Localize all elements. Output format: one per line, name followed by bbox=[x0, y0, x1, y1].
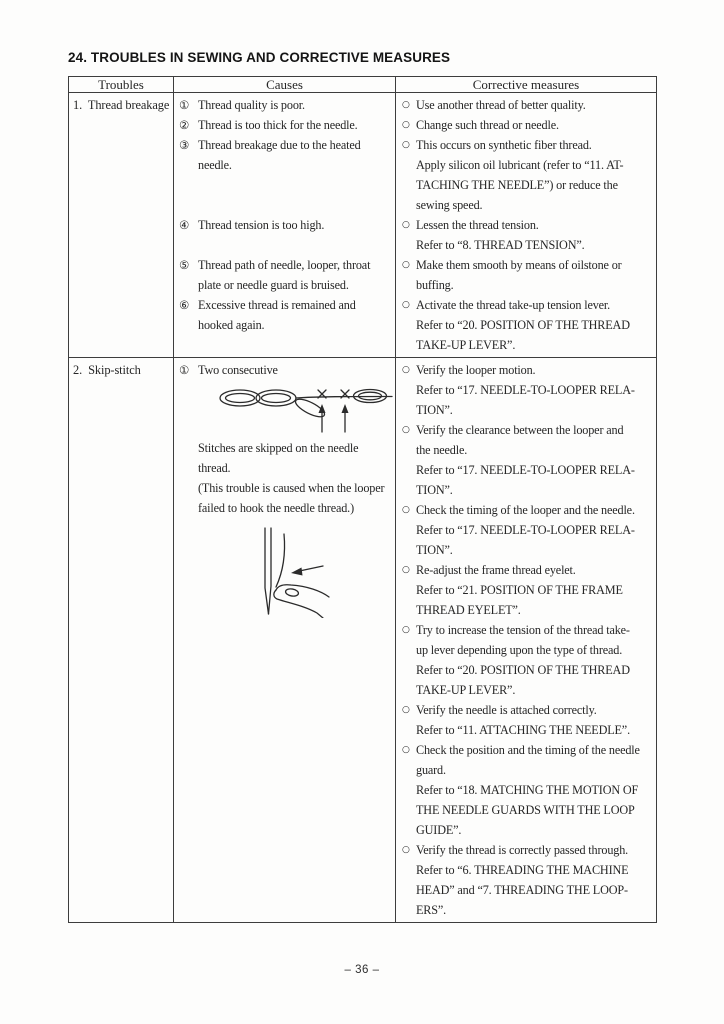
text-line bbox=[401, 295, 656, 315]
line-text: Thread path of needle, looper, throat bbox=[198, 258, 371, 272]
bullet-marker: ○ bbox=[402, 425, 410, 435]
line-text: GUIDE”. bbox=[416, 823, 462, 837]
line-text: Refer to “20. POSITION OF THE THREAD bbox=[416, 318, 630, 332]
circled-number-marker: ① bbox=[179, 363, 190, 377]
text-line bbox=[401, 880, 656, 900]
column-header-corrective-measures: Corrective measures bbox=[396, 77, 657, 93]
column-header-causes: Causes bbox=[174, 77, 396, 93]
text-line bbox=[401, 175, 656, 195]
line-text: up lever depending upon the type of thread. bbox=[416, 643, 623, 657]
line-text: hooked again. bbox=[198, 318, 265, 332]
circled-number-marker: ③ bbox=[179, 138, 190, 152]
line-text: Lessen the thread tension. bbox=[416, 218, 539, 232]
line-text bbox=[198, 238, 201, 252]
bullet-marker: ○ bbox=[402, 120, 410, 130]
line-text: TION”. bbox=[416, 543, 453, 557]
causes-list bbox=[179, 360, 395, 380]
circled-number-marker: ① bbox=[179, 98, 190, 112]
line-text: the needle. bbox=[416, 443, 468, 457]
line-text: Refer to “18. MATCHING THE MOTION OF bbox=[416, 783, 639, 797]
text-line bbox=[401, 360, 656, 380]
text-line bbox=[401, 660, 656, 680]
line-text: This occurs on synthetic fiber thread. bbox=[416, 138, 592, 152]
causes-caption bbox=[179, 438, 395, 518]
text-line bbox=[179, 235, 395, 255]
text-line bbox=[401, 580, 656, 600]
text-line bbox=[401, 440, 656, 460]
line-text: Change such thread or needle. bbox=[416, 118, 559, 132]
circled-number-marker: ⑤ bbox=[179, 258, 190, 272]
text-line bbox=[401, 460, 656, 480]
text-line bbox=[179, 215, 395, 235]
line-text: failed to hook the needle thread.) bbox=[198, 501, 354, 515]
text-line bbox=[401, 315, 656, 335]
line-text: TION”. bbox=[416, 403, 453, 417]
line-text: Verify the clearance between the looper and bbox=[416, 423, 624, 437]
text-line bbox=[401, 800, 656, 820]
trouble-label: 1. Thread breakage bbox=[73, 98, 170, 112]
text-line bbox=[401, 760, 656, 780]
line-text: Try to increase the tension of the thread take- bbox=[416, 623, 630, 637]
troubles-cell bbox=[69, 358, 174, 923]
bullet-marker: ○ bbox=[402, 100, 410, 110]
text-line bbox=[179, 275, 395, 295]
page-number: – 36 – bbox=[344, 964, 380, 976]
text-line bbox=[179, 155, 395, 175]
bullet-marker: ○ bbox=[402, 625, 410, 635]
text-line bbox=[401, 335, 656, 355]
line-text: Refer to “20. POSITION OF THE THREAD bbox=[416, 663, 630, 677]
skipped-stitches-diagram-icon bbox=[217, 384, 393, 436]
bullet-marker: ○ bbox=[402, 745, 410, 755]
bullet-marker: ○ bbox=[402, 260, 410, 270]
line-text: TACHING THE NEEDLE”) or reduce the bbox=[416, 178, 618, 192]
line-text: Thread tension is too high. bbox=[198, 218, 325, 232]
text-line bbox=[179, 360, 395, 380]
line-text: TION”. bbox=[416, 483, 453, 497]
text-line bbox=[401, 840, 656, 860]
text-line bbox=[401, 520, 656, 540]
line-text bbox=[198, 178, 201, 192]
measures-cell bbox=[396, 93, 657, 358]
column-header-troubles: Troubles bbox=[69, 77, 174, 93]
text-line bbox=[401, 720, 656, 740]
line-text: Refer to “17. NEEDLE-TO-LOOPER RELA- bbox=[416, 463, 635, 477]
text-line bbox=[401, 640, 656, 660]
text-line bbox=[401, 780, 656, 800]
line-text: Verify the needle is attached correctly. bbox=[416, 703, 597, 717]
text-line bbox=[179, 195, 395, 215]
text-line bbox=[401, 255, 656, 275]
line-text: Excessive thread is remained and bbox=[198, 298, 356, 312]
bullet-marker: ○ bbox=[402, 300, 410, 310]
text-line bbox=[401, 420, 656, 440]
text-line bbox=[179, 295, 395, 315]
text-line bbox=[401, 700, 656, 720]
text-line bbox=[179, 95, 395, 115]
line-text: Refer to “11. ATTACHING THE NEEDLE”. bbox=[416, 723, 630, 737]
text-line bbox=[401, 740, 656, 760]
line-text bbox=[198, 338, 201, 352]
text-line bbox=[179, 498, 395, 518]
text-line bbox=[401, 900, 656, 920]
line-text: TAKE-UP LEVER”. bbox=[416, 338, 516, 352]
text-line bbox=[179, 115, 395, 135]
text-line bbox=[179, 438, 395, 458]
line-text: ERS”. bbox=[416, 903, 447, 917]
text-line bbox=[401, 235, 656, 255]
bullet-marker: ○ bbox=[402, 220, 410, 230]
measures-cell bbox=[396, 358, 657, 923]
bullet-marker: ○ bbox=[402, 845, 410, 855]
text-line bbox=[401, 275, 656, 295]
text-line bbox=[401, 135, 656, 155]
causes-cell bbox=[174, 358, 396, 923]
line-text: thread. bbox=[198, 461, 231, 475]
bullet-marker: ○ bbox=[402, 365, 410, 375]
bullet-marker: ○ bbox=[402, 505, 410, 515]
text-line bbox=[401, 400, 656, 420]
text-line bbox=[401, 195, 656, 215]
line-text: Thread quality is poor. bbox=[198, 98, 305, 112]
line-text: THREAD EYELET”. bbox=[416, 603, 521, 617]
line-text: Two consecutive bbox=[198, 363, 278, 377]
text-line bbox=[401, 540, 656, 560]
line-text: buffing. bbox=[416, 278, 454, 292]
text-line bbox=[179, 478, 395, 498]
line-text: Refer to “8. THREAD TENSION”. bbox=[416, 238, 585, 252]
line-text: Verify the looper motion. bbox=[416, 363, 536, 377]
circled-number-marker: ② bbox=[179, 118, 190, 132]
line-text: Refer to “21. POSITION OF THE FRAME bbox=[416, 583, 623, 597]
line-text: Make them smooth by means of oilstone or bbox=[416, 258, 622, 272]
line-text: HEAD” and “7. THREADING THE LOOP- bbox=[416, 883, 628, 897]
text-line bbox=[401, 820, 656, 840]
text-line bbox=[401, 215, 656, 235]
text-line bbox=[401, 560, 656, 580]
line-text: Verify the thread is correctly passed through. bbox=[416, 843, 629, 857]
text-line bbox=[401, 380, 656, 400]
text-line bbox=[401, 95, 656, 115]
line-text: Check the timing of the looper and the needle. bbox=[416, 503, 635, 517]
bullet-marker: ○ bbox=[402, 705, 410, 715]
line-text: Stitches are skipped on the needle bbox=[198, 441, 359, 455]
looper-needle-diagram-icon bbox=[235, 526, 335, 618]
text-line bbox=[401, 860, 656, 880]
text-line bbox=[401, 600, 656, 620]
line-text: Refer to “17. NEEDLE-TO-LOOPER RELA- bbox=[416, 383, 635, 397]
bullet-marker: ○ bbox=[402, 565, 410, 575]
section-heading: 24. TROUBLES IN SEWING AND CORRECTIVE MEASURES bbox=[68, 50, 451, 65]
table-row-skip-stitch bbox=[69, 358, 657, 923]
measures-list bbox=[401, 95, 656, 355]
line-text: (This trouble is caused when the looper bbox=[198, 481, 385, 495]
line-text: Apply silicon oil lubricant (refer to “11. AT- bbox=[416, 158, 624, 172]
text-line bbox=[401, 155, 656, 175]
text-line bbox=[179, 175, 395, 195]
circled-number-marker: ⑥ bbox=[179, 298, 190, 312]
troubleshooting-table bbox=[68, 76, 657, 923]
line-text: TAKE-UP LEVER”. bbox=[416, 683, 516, 697]
text-line bbox=[179, 458, 395, 478]
measures-list bbox=[401, 360, 656, 920]
line-text: THE NEEDLE GUARDS WITH THE LOOP bbox=[416, 803, 635, 817]
text-line bbox=[179, 135, 395, 155]
line-text: Refer to “6. THREADING THE MACHINE bbox=[416, 863, 629, 877]
line-text: Refer to “17. NEEDLE-TO-LOOPER RELA- bbox=[416, 523, 635, 537]
text-line bbox=[401, 480, 656, 500]
text-line bbox=[401, 620, 656, 640]
line-text: Use another thread of better quality. bbox=[416, 98, 586, 112]
causes-cell bbox=[174, 93, 396, 358]
line-text: Thread is too thick for the needle. bbox=[198, 118, 358, 132]
line-text: Re-adjust the frame thread eyelet. bbox=[416, 563, 576, 577]
line-text: sewing speed. bbox=[416, 198, 483, 212]
line-text: guard. bbox=[416, 763, 446, 777]
table-header-row bbox=[69, 77, 657, 93]
circled-number-marker: ④ bbox=[179, 218, 190, 232]
bullet-marker: ○ bbox=[402, 140, 410, 150]
line-text: Thread breakage due to the heated bbox=[198, 138, 361, 152]
line-text bbox=[198, 198, 201, 212]
line-text: needle. bbox=[198, 158, 232, 172]
text-line bbox=[179, 335, 395, 355]
troubles-cell bbox=[69, 93, 174, 358]
text-line bbox=[401, 500, 656, 520]
text-line bbox=[401, 115, 656, 135]
trouble-label: 2. Skip-stitch bbox=[73, 363, 141, 377]
line-text: Check the position and the timing of the needle bbox=[416, 743, 640, 757]
text-line bbox=[179, 315, 395, 335]
causes-list bbox=[179, 95, 395, 355]
line-text: Activate the thread take-up tension lever. bbox=[416, 298, 611, 312]
line-text: plate or needle guard is bruised. bbox=[198, 278, 349, 292]
text-line bbox=[179, 255, 395, 275]
text-line bbox=[401, 680, 656, 700]
table-row-thread-breakage bbox=[69, 93, 657, 358]
